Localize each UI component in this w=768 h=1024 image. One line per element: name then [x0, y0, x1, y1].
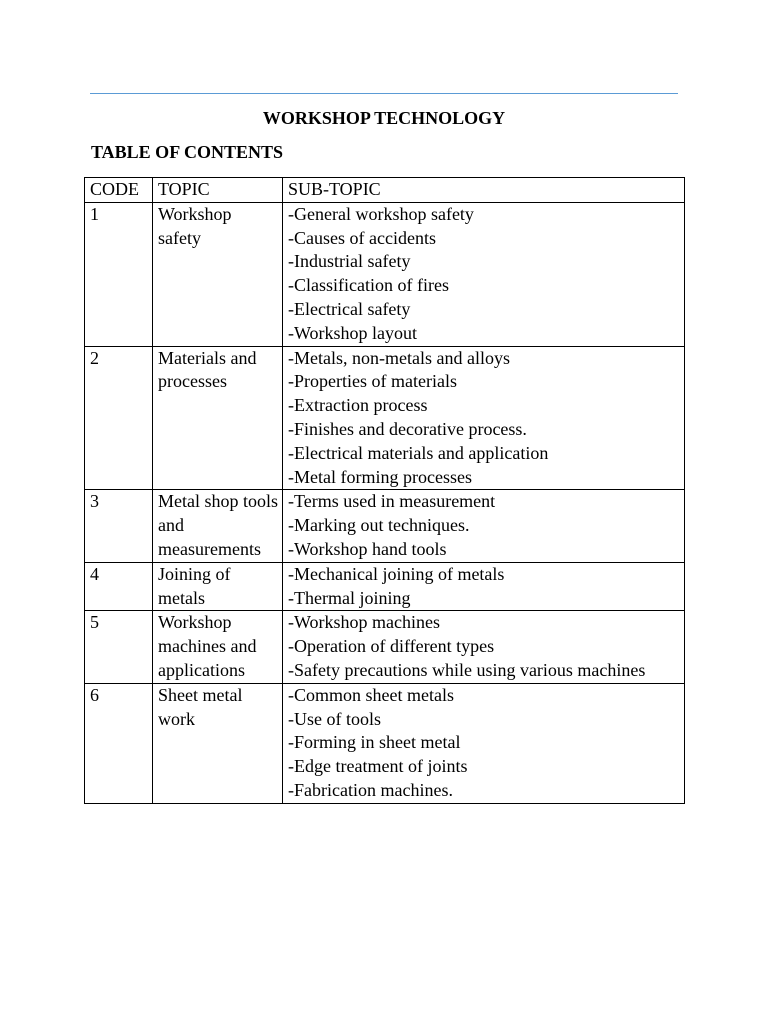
subtopic-item: -Electrical materials and application	[288, 442, 549, 463]
row-topic: Materials and processes	[153, 346, 283, 490]
subtopic-item: -Electrical safety	[288, 298, 411, 319]
row-topic: Metal shop tools and measurements	[153, 490, 283, 562]
subtopic-item: -Use of tools	[288, 708, 381, 729]
subtopic-item: -Metal forming processes	[288, 466, 472, 487]
table-row	[85, 346, 685, 490]
row-code: 6	[85, 683, 153, 803]
document-title: WORKSHOP TECHNOLOGY	[262, 108, 506, 128]
subtopic-item: -Forming in sheet metal	[288, 732, 461, 753]
toc-heading: TABLE OF CONTENTS	[91, 142, 284, 162]
subtopic-item: -Operation of different types	[288, 636, 495, 657]
table-header-row	[85, 178, 685, 203]
subtopic-item: -Edge treatment of joints	[288, 756, 468, 777]
header-topic: TOPIC	[153, 178, 283, 203]
subtopic-item: -Extraction process	[288, 395, 428, 416]
row-code: 5	[85, 611, 153, 683]
row-topic: Joining of metals	[153, 562, 283, 611]
row-subtopics	[283, 562, 685, 611]
subtopic-item: -Classification of fires	[288, 275, 449, 296]
row-code: 2	[85, 346, 153, 490]
toc-table	[84, 177, 685, 804]
row-code: 4	[85, 562, 153, 611]
table-body	[85, 202, 685, 803]
subtopic-item: -Finishes and decorative process.	[288, 418, 527, 439]
subtopic-item: -Terms used in measurement	[288, 491, 496, 512]
table-row	[85, 562, 685, 611]
table-row	[85, 683, 685, 803]
row-subtopics	[283, 490, 685, 562]
subtopic-item: -Thermal joining	[288, 587, 411, 608]
row-topic: Workshop safety	[153, 202, 283, 346]
subtopic-item: -Safety precautions while using various machines	[288, 659, 646, 680]
subtopic-item: -Workshop layout	[288, 322, 418, 343]
subtopic-item: -Workshop hand tools	[288, 538, 447, 559]
row-subtopics	[283, 202, 685, 346]
subtopic-item: -Marking out techniques.	[288, 515, 470, 536]
header-subtopic: SUB-TOPIC	[283, 178, 685, 203]
subtopic-item: -Mechanical joining of metals	[288, 563, 505, 584]
row-subtopics	[283, 683, 685, 803]
row-topic: Workshop machines and applications	[153, 611, 283, 683]
table-row	[85, 490, 685, 562]
subtopic-item: -Metals, non-metals and alloys	[288, 347, 510, 368]
row-code: 3	[85, 490, 153, 562]
table-row	[85, 611, 685, 683]
subtopic-item: -Common sheet metals	[288, 684, 454, 705]
table-row	[85, 202, 685, 346]
row-code: 1	[85, 202, 153, 346]
header-rule	[90, 93, 678, 94]
subtopic-item: -Fabrication machines.	[288, 779, 453, 800]
row-subtopics	[283, 346, 685, 490]
row-subtopics	[283, 611, 685, 683]
subtopic-item: -Industrial safety	[288, 251, 411, 272]
subtopic-item: -Workshop machines	[288, 612, 441, 633]
subtopic-item: -Properties of materials	[288, 371, 457, 392]
subtopic-item: -Causes of accidents	[288, 227, 436, 248]
subtopic-item: -General workshop safety	[288, 203, 474, 224]
header-code: CODE	[85, 178, 153, 203]
row-topic: Sheet metal work	[153, 683, 283, 803]
